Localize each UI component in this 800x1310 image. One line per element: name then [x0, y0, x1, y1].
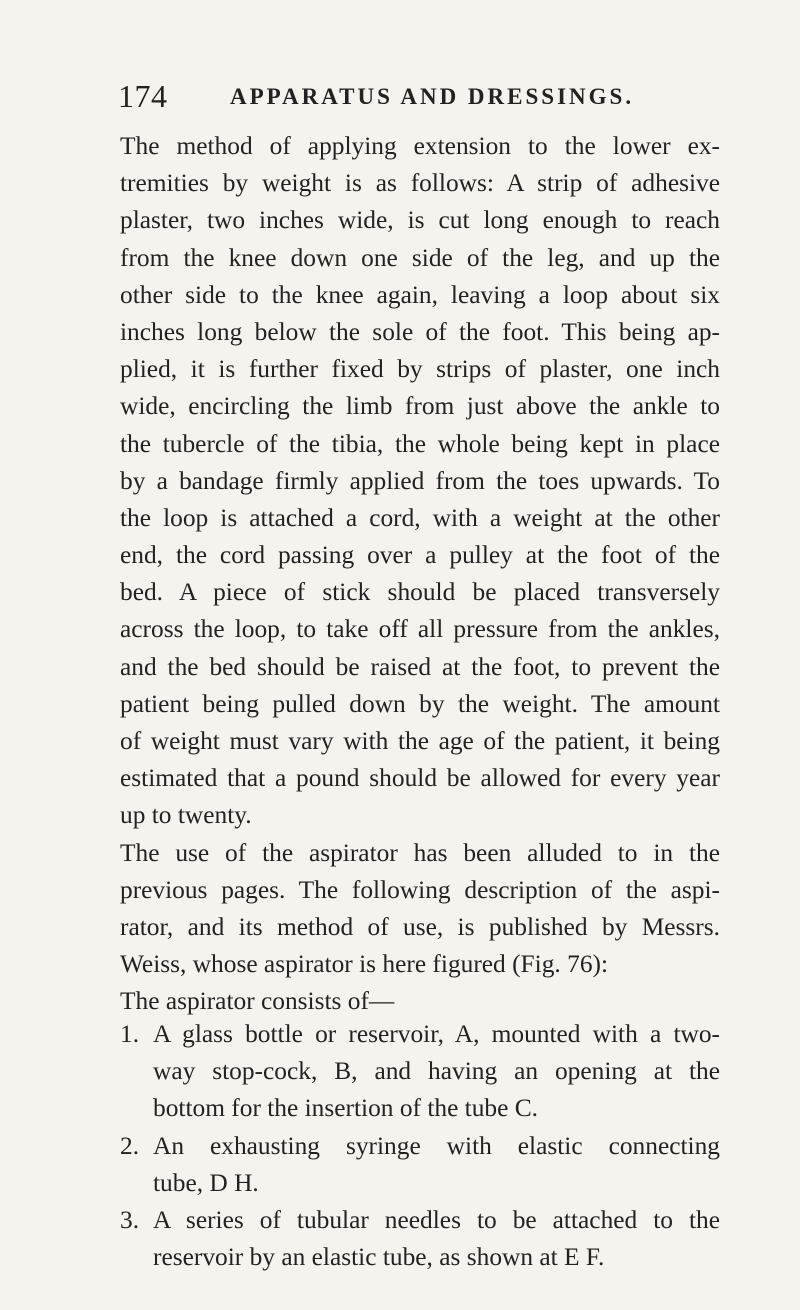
list-number: 3.	[120, 1205, 140, 1234]
text-line: Weiss, whose aspirator is here figured (Fig. 76):	[120, 950, 609, 979]
text-line: patient being pulled down by the weight. The amount	[120, 689, 720, 718]
list-line: reservoir by an elastic tube, as shown at E F.	[153, 1243, 605, 1272]
text-line: plied, it is further fixed by strips of plaster, one inch	[120, 355, 720, 384]
body-text	[120, 128, 720, 1021]
list-line: way stop-cock, B, and having an opening at the	[153, 1057, 720, 1086]
list-number: 1.	[120, 1020, 140, 1048]
text-line: inches long below the sole of the foot. This being ap-	[120, 317, 720, 346]
list-line: tube, D H.	[153, 1168, 259, 1197]
text-line: plaster, two inches wide, is cut long enough to reach	[120, 206, 720, 235]
text-line: The method of applying extension to the lower ex-	[120, 132, 720, 160]
list-item	[120, 1202, 720, 1276]
text-line: across the loop, to take off all pressure from the ankles,	[120, 615, 720, 644]
list-item	[120, 1016, 720, 1128]
list-number: 2.	[120, 1131, 140, 1160]
list-line: bottom for the insertion of the tube C.	[153, 1094, 539, 1123]
text-line: tremities by weight is as follows: A strip of adhesive	[120, 169, 720, 198]
text-line: end, the cord passing over a pulley at the foot of the	[120, 541, 720, 570]
text-line: the tubercle of the tibia, the whole being kept in place	[120, 429, 720, 458]
text-line: rator, and its method of use, is published by Messrs.	[120, 912, 720, 941]
page-header	[118, 78, 718, 114]
text-line: previous pages. The following description of the aspi-	[120, 875, 720, 904]
page-number: 174	[118, 78, 168, 114]
text-line: up to twenty.	[120, 801, 252, 830]
text-line: the loop is attached a cord, with a weight at the other	[120, 503, 720, 532]
list-item	[120, 1128, 720, 1202]
text-line: The use of the aspirator has been alluded to in the	[120, 838, 720, 867]
text-line: and the bed should be raised at the foot, to prevent the	[120, 652, 720, 681]
list-line: A glass bottle or reservoir, A, mounted with a two-	[153, 1020, 720, 1048]
text-line: wide, encircling the limb from just above the ankle to	[120, 392, 720, 421]
numbered-list	[120, 1016, 720, 1276]
running-head: APPARATUS AND DRESSINGS.	[230, 84, 635, 109]
text-line: The aspirator consists of—	[120, 987, 395, 1016]
text-line: other side to the knee again, leaving a loop about six	[120, 280, 720, 309]
text-line: of weight must vary with the age of the patient, it being	[120, 727, 720, 755]
text-line: bed. A piece of stick should be placed transversely	[120, 578, 720, 607]
list-line: An exhausting syringe with elastic connecting	[153, 1131, 720, 1160]
text-line: from the knee down one side of the leg, and up the	[120, 243, 720, 272]
list-line: A series of tubular needles to be attached to the	[153, 1205, 720, 1234]
text-line: by a bandage firmly applied from the toes upwards. To	[120, 466, 720, 495]
text-line: estimated that a pound should be allowed for every year	[120, 764, 720, 793]
